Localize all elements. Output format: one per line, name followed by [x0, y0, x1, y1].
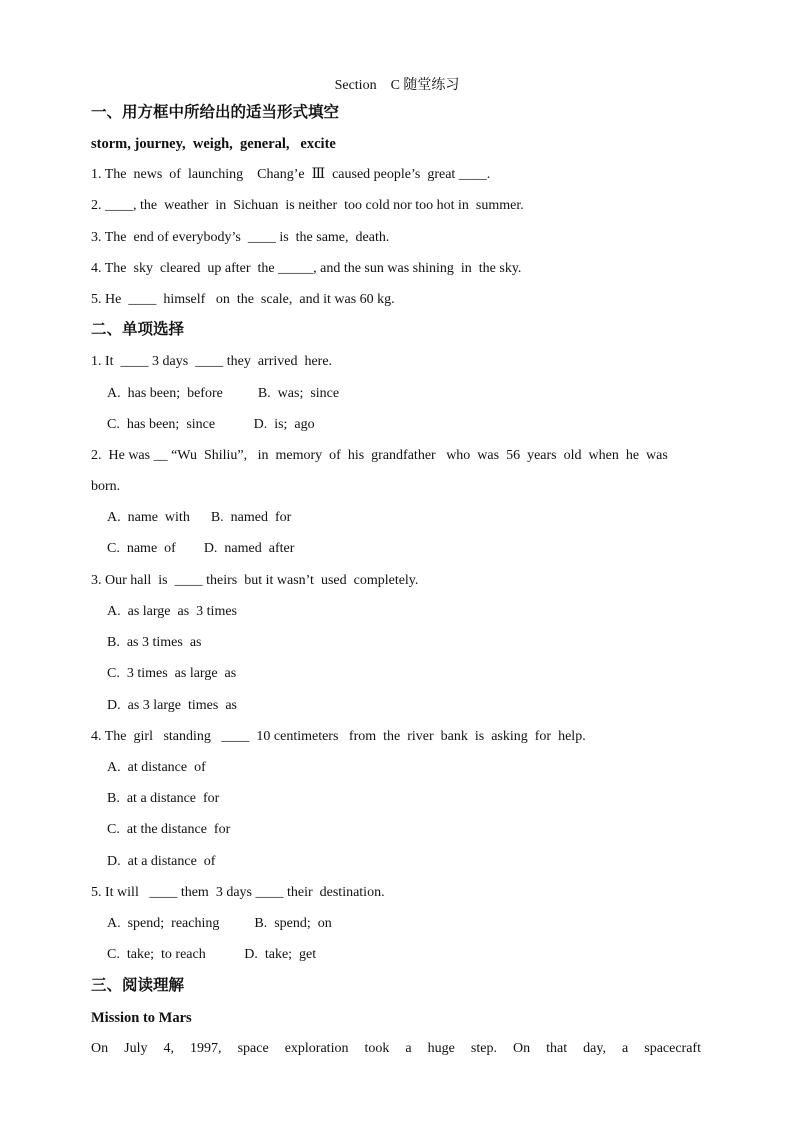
question-option: B. at a distance for: [107, 791, 220, 806]
question-stem: 1. It ____ 3 days ____ they arrived here.: [91, 354, 333, 369]
fill-item: 3. The end of everybody’s ____ is the same, death.: [91, 230, 390, 245]
question-option: A. as large as 3 times: [107, 604, 237, 619]
question-options: C. take; to reach D. take; get: [107, 947, 317, 962]
section3-heading: 三、阅读理解: [91, 977, 185, 994]
question-option: C. at the distance for: [107, 822, 231, 837]
question-option: C. 3 times as large as: [107, 666, 237, 681]
question-options: A. has been; before B. was; since: [107, 386, 340, 401]
question-options: A. name with B. named for: [107, 510, 292, 525]
question-stem: 2. He was __ “Wu Shiliu”, in memory of his grandfather who was 56 years old when he was: [91, 448, 668, 463]
question-option: D. at a distance of: [107, 854, 216, 869]
question-stem: 5. It will ____ them 3 days ____ their destination.: [91, 885, 385, 900]
passage-text: On July 4, 1997, space exploration took a huge step. On that day, a spacecraft: [91, 1041, 701, 1056]
question-options: C. has been; since D. is; ago: [107, 417, 315, 432]
question-option: D. as 3 large times as: [107, 698, 237, 713]
passage-title: Mission to Mars: [91, 1010, 192, 1026]
question-stem: 3. Our hall is ____ theirs but it wasn’t used completely.: [91, 573, 419, 588]
question-stem-continued: born.: [91, 479, 121, 494]
fill-item: 2. ____, the weather in Sichuan is neither too cold nor too hot in summer.: [91, 198, 524, 213]
question-option: A. at distance of: [107, 760, 206, 775]
fill-item: 4. The sky cleared up after the _____, and the sun was shining in the sky.: [91, 261, 522, 276]
question-option: B. as 3 times as: [107, 635, 202, 650]
question-options: C. name of D. named after: [107, 541, 295, 556]
section2-heading: 二、单项选择: [91, 321, 185, 338]
fill-item: 5. He ____ himself on the scale, and it was 60 kg.: [91, 292, 395, 307]
word-bank: storm, journey, weigh, general, excite: [91, 136, 336, 152]
section1-heading: 一、用方框中所给出的适当形式填空: [91, 104, 340, 121]
fill-item: 1. The news of launching Chang’e Ⅲ caused people’s great ____.: [91, 167, 491, 182]
question-options: A. spend; reaching B. spend; on: [107, 916, 332, 931]
question-stem: 4. The girl standing ____ 10 centimeters from the river bank is asking for help.: [91, 729, 586, 744]
page-title: Section C 随堂练习: [334, 78, 460, 93]
